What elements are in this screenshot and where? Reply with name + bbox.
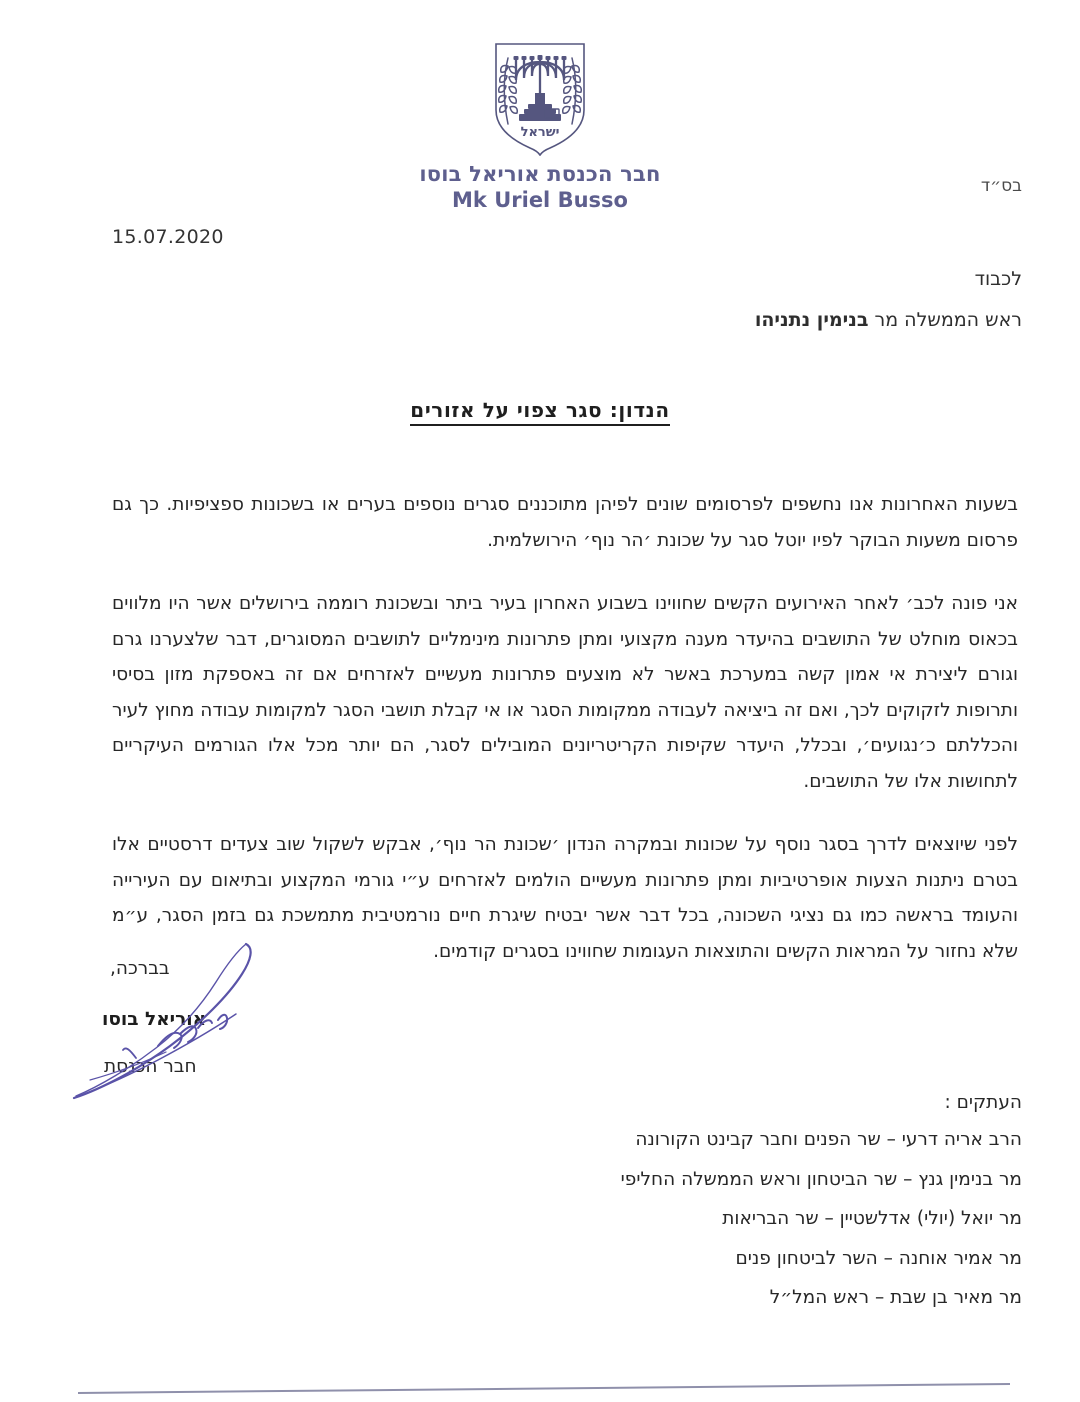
cc-item: מר יואל (יולי) אדלשטיין – שר הבריאות xyxy=(722,1208,1022,1229)
subject-line xyxy=(0,398,1080,422)
cc-item: הרב אריה דרעי – שר הפנים וחבר קבינט הקורונה xyxy=(635,1129,1022,1150)
letter-date: 15.07.2020 xyxy=(112,226,224,248)
cc-list xyxy=(621,1131,1022,1308)
signature-title: חבר הכנסת xyxy=(104,1056,197,1077)
body-paragraph-1: בשעות האחרונות אנו נחשפים לפרסומים שונים לפיהן מתוכננים סגרים נוספים בערים או בשכונות ספציפיות. כך גם פרסום משעות הבוקר לפיו יוטל סגר על שכונת ׳הר נוף׳ הירושלמית. xyxy=(112,494,1018,551)
recipient-line xyxy=(755,309,1022,331)
cc-section xyxy=(621,1092,1022,1329)
cc-item: מר מאיר בן שבת – ראש המל״ל xyxy=(769,1287,1022,1308)
cc-item: מר אמיר אוחנה – השר לביטחון פנים xyxy=(735,1247,1022,1269)
to-label: לכבוד xyxy=(974,268,1022,290)
body-paragraph-3: לפני שיוצאים לדרך בסגר נוסף על שכונות ובמקרה הנדון ׳שכונת הר נוף׳, אבקש לשקול שוב צעדים דרסטיים אלו בטרם ניתנות הצעות אופרטיביות ומתן פתרונות מעשיים הולמים לאזרחים ע״י גורמי המקצוע ובתיאום עם העירייה והעומד בראשה כמו גם נציגי השכונה, בכל דבר אשר יבטיח שיגרת חיים נורמטיבית מתמשכת גם בזמן הסגר, ע״מ שלא נחזור על המראות הקשים והתוצאות העגומות שחווינו בסגרים קודמים. xyxy=(112,834,1018,962)
israel-state-emblem-icon xyxy=(488,38,592,156)
signature-name: אוריאל בוסו xyxy=(102,1009,207,1030)
cc-title: העתקים : xyxy=(944,1092,1022,1113)
letter-body xyxy=(112,487,1018,969)
cc-item: מר בנימין גנץ – שר הביטחון וראש הממשלה החליפי xyxy=(620,1168,1022,1190)
letterhead-english-title: Mk Uriel Busso xyxy=(452,187,628,212)
footer-divider xyxy=(0,1330,1080,1400)
signature-block xyxy=(96,958,326,1077)
bsd-heading: בס״ד xyxy=(980,176,1022,196)
signature-regards: בברכה, xyxy=(110,958,170,979)
recipient-prefix: ראש הממשלה מר xyxy=(868,309,1022,331)
letterhead-hebrew-title: חבר הכנסת אוריאל בוסו xyxy=(419,162,661,186)
emblem-caption: ישראל xyxy=(520,125,560,140)
subject-text: הנדון: סגר צפוי על אזורים xyxy=(410,398,669,426)
recipient-name: בנימין נתניהו xyxy=(754,309,869,331)
letterhead xyxy=(0,38,1080,213)
body-paragraph-2: אני פונה לכב׳ לאחר האירועים הקשים שחווינו בשבוע האחרון בעיר ביתר ובשכונת רוממה בירושלים אשר היו מלווים בכאוס מוחלט של התושבים בהיעדר מענה מקצועי ומתן פתרונות מינימליים לתושבים המסוגרים, דבר שלצערנו גרם וגורם ליצירת אי אמון קשה במערכת באשר לא מוצעים פתרונות מעשיים לאזרחים אם זה באספקת מזון בסיסי ותרופות לזקוקים לכך, ואם זה ביציאה לעבודה ממקומות הסגר או אי קבלת תושבי הסגר למקומות עבודה מחוץ לעיר והכללתם כ׳נגועים׳, ובכלל, היעדר שקיפות הקריטריונים המובילים לסגר, הם יותר מכל אלו הגורמים העיקריים לתחושות אלו של התושבים. xyxy=(112,593,1018,792)
